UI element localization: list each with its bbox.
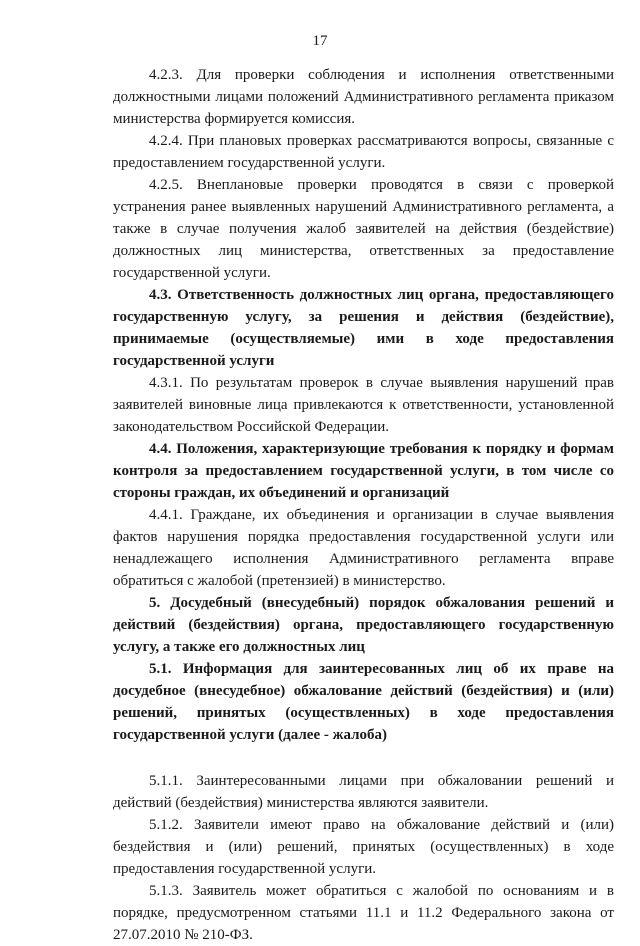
body-paragraph: 4.2.5. Внеплановые проверки проводятся в связи с проверкой устранения ранее выявленных нарушений Административного регламента, а также в случае получения жалоб заявителей на действия (бездействие) должностных лиц министерства, ответственных за предоставление государственной услуги.: [113, 177, 614, 281]
paragraph-spacer: [113, 746, 614, 770]
body-paragraph: 4.2.4. При плановых проверках рассматриваются вопросы, связанные с предоставлением государственной услуги.: [113, 133, 614, 171]
section-heading: 4.4. Положения, характеризующие требования к порядку и формам контроля за предоставлением государственной услуги, в том числе со стороны граждан, их объединений и организаций: [113, 441, 614, 501]
body-paragraph: 4.2.3. Для проверки соблюдения и исполнения ответственными должностными лицами положений Административного регламента приказом министерства формируется комиссия.: [113, 67, 614, 127]
section-heading: 5. Досудебный (внесудебный) порядок обжалования решений и действий (бездействия) органа, предоставляющего государственную услугу, а также его должностных лиц: [113, 595, 614, 655]
body-paragraph: 4.4.1. Граждане, их объединения и организации в случае выявления фактов нарушения порядка предоставления государственной услуги или ненадлежащего исполнения Административного регламента вправе обратиться с жалобой (претензией) в министерство.: [113, 507, 614, 589]
document-body: [113, 64, 614, 946]
section-heading: 4.3. Ответственность должностных лиц органа, предоставляющего государственную услугу, за решения и действия (бездействие), принимаемые (осуществляемые) ими в ходе предоставления государственной услуги: [113, 287, 614, 369]
body-paragraph: 5.1.1. Заинтересованными лицами при обжаловании решений и действий (бездействия) министерства являются заявители.: [113, 773, 614, 811]
page-number: 17: [312, 33, 328, 49]
body-paragraph: 4.3.1. По результатам проверок в случае выявления нарушений прав заявителей виновные лица привлекаются к ответственности, установленной законодательством Российской Федерации.: [113, 375, 614, 435]
body-paragraph: 5.1.3. Заявитель может обратиться с жалобой по основаниям и в порядке, предусмотренном статьями 11.1 и 11.2 Федерального закона от 27.07.2010 № 210-ФЗ.: [113, 883, 614, 943]
section-heading: 5.1. Информация для заинтересованных лиц об их праве на досудебное (внесудебное) обжалование действий (бездействия) и (или) решений, принятых (осуществленных) в ходе предоставления государственной услуги (далее - жалоба): [113, 661, 614, 743]
body-paragraph: 5.1.2. Заявители имеют право на обжалование действий и (или) бездействия и (или) решений, принятых (осуществленных) в ходе предоставления государственной услуги.: [113, 817, 614, 877]
